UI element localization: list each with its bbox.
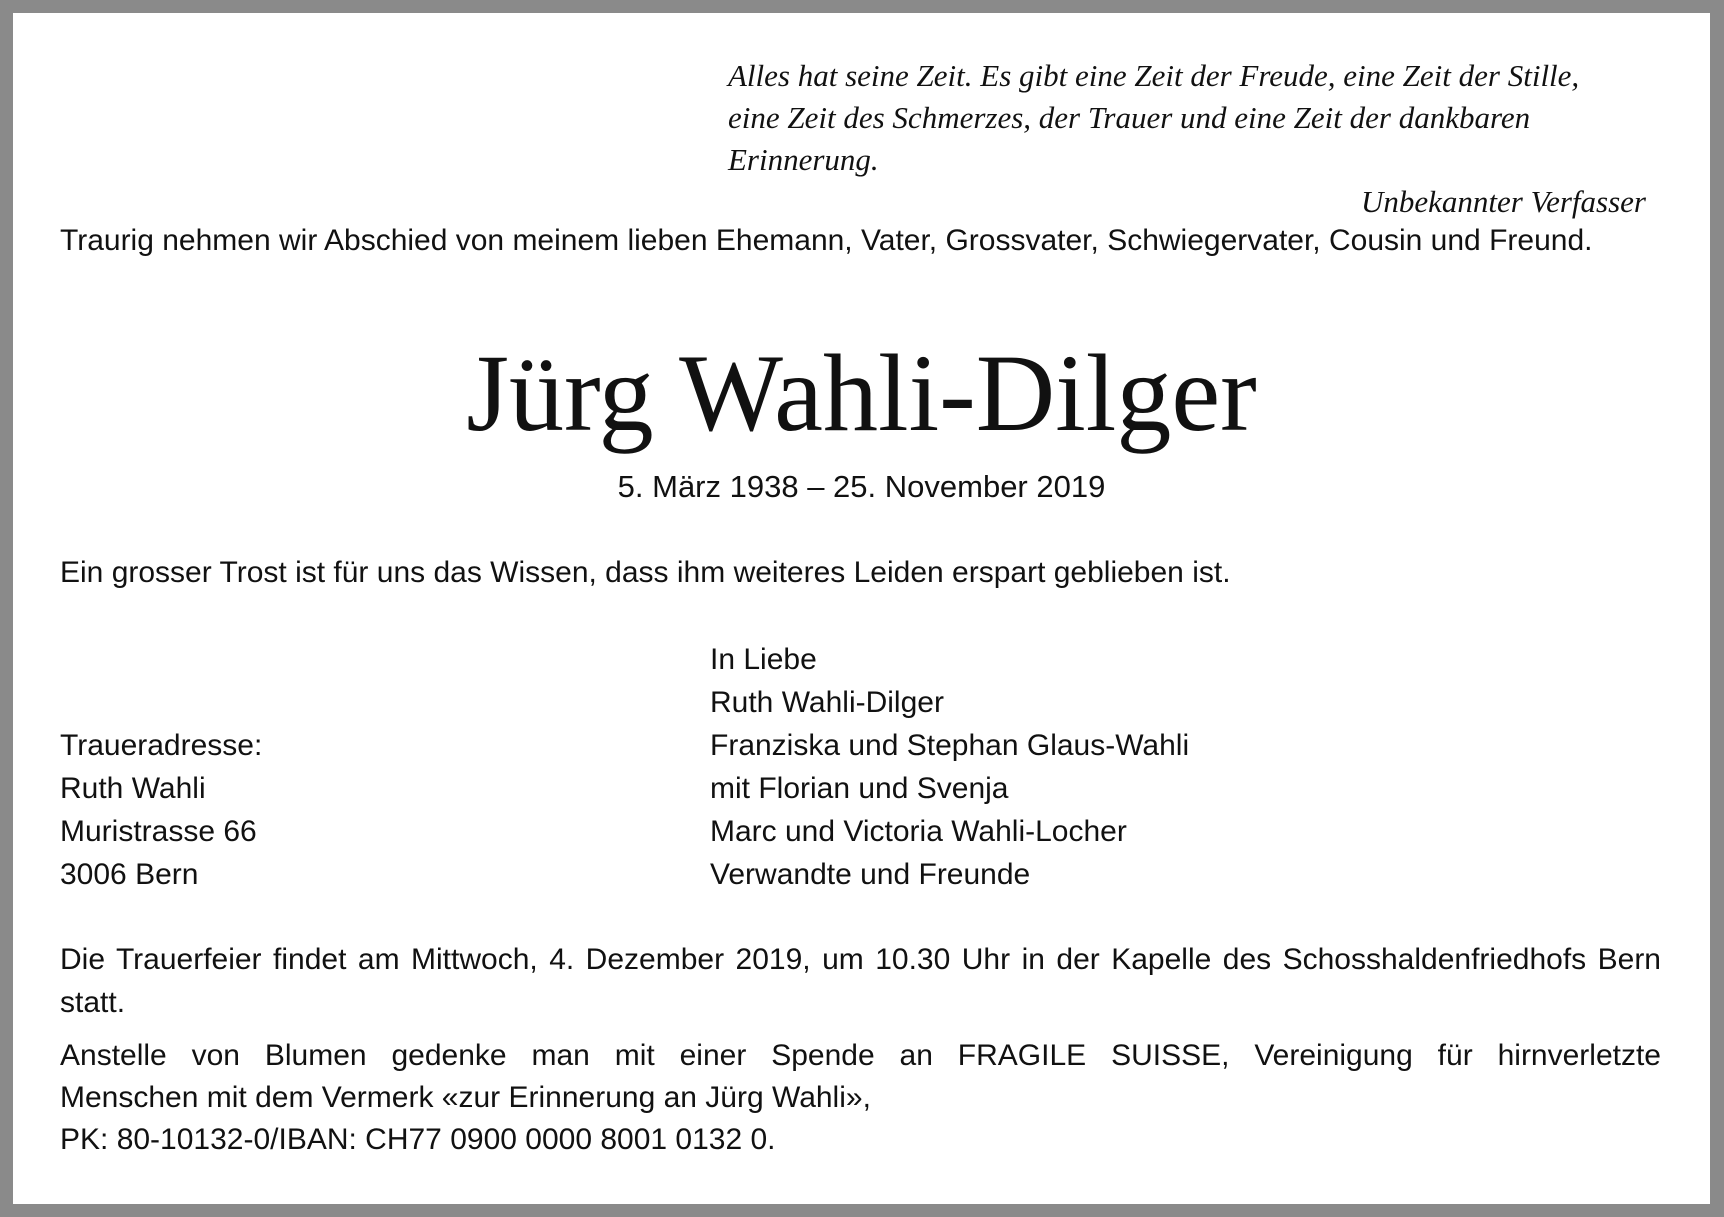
donation-line-2: Menschen mit dem Vermerk «zur Erinnerung an Jürg Wahli», [60,1081,871,1114]
address-city: 3006 Bern [60,858,199,891]
mourner-line: Ruth Wahli-Dilger [710,686,944,719]
obituary-notice [13,13,1710,1204]
mourning-address [60,724,560,896]
donation-line-1: Anstelle von Blumen gedenke man mit einer Spende an FRAGILE SUISSE, Vereinigung für hirnverletzte [60,1039,1661,1072]
address-heading: Traueradresse: [60,729,263,762]
address-name: Ruth Wahli [60,772,206,805]
consolation-text: Ein grosser Trost ist für uns das Wissen, dass ihm weiteres Leiden erspart geblieben ist. [60,556,1231,589]
donation-line-3: PK: 80-10132-0/IBAN: CH77 0900 0000 8001 0132 0. [60,1123,776,1156]
motto-line-1: Alles hat seine Zeit. Es gibt eine Zeit der Freude, eine Zeit der Stille, [728,58,1580,93]
motto-line-2: eine Zeit des Schmerzes, der Trauer und eine Zeit der dankbaren Erinnerung. [728,100,1531,177]
motto-author: Unbekannter Verfasser [1361,184,1646,219]
mourner-line: Franziska und Stephan Glaus-Wahli [710,729,1190,762]
mourner-line: Verwandte und Freunde [710,858,1031,891]
life-dates: 5. März 1938 – 25. November 2019 [617,469,1106,504]
intro-text: Traurig nehmen wir Abschied von meinem lieben Ehemann, Vater, Grossvater, Schwiegervater, Cousin und Freund. [60,224,1593,257]
mourner-line: Marc und Victoria Wahli-Locher [710,815,1127,848]
mourner-line: mit Florian und Svenja [710,772,1009,805]
deceased-name: Jürg Wahli-Dilger [466,332,1257,454]
mourner-line: In Liebe [710,643,817,676]
donation-text [60,1035,1661,1161]
address-street: Muristrasse 66 [60,815,257,848]
ceremony-text: Die Trauerfeier findet am Mittwoch, 4. Dezember 2019, um 10.30 Uhr in der Kapelle des Schosshaldenfriedhofs Bern statt. [60,943,1661,1019]
motto-quote [546,55,1646,223]
mourners-list [710,638,1610,896]
